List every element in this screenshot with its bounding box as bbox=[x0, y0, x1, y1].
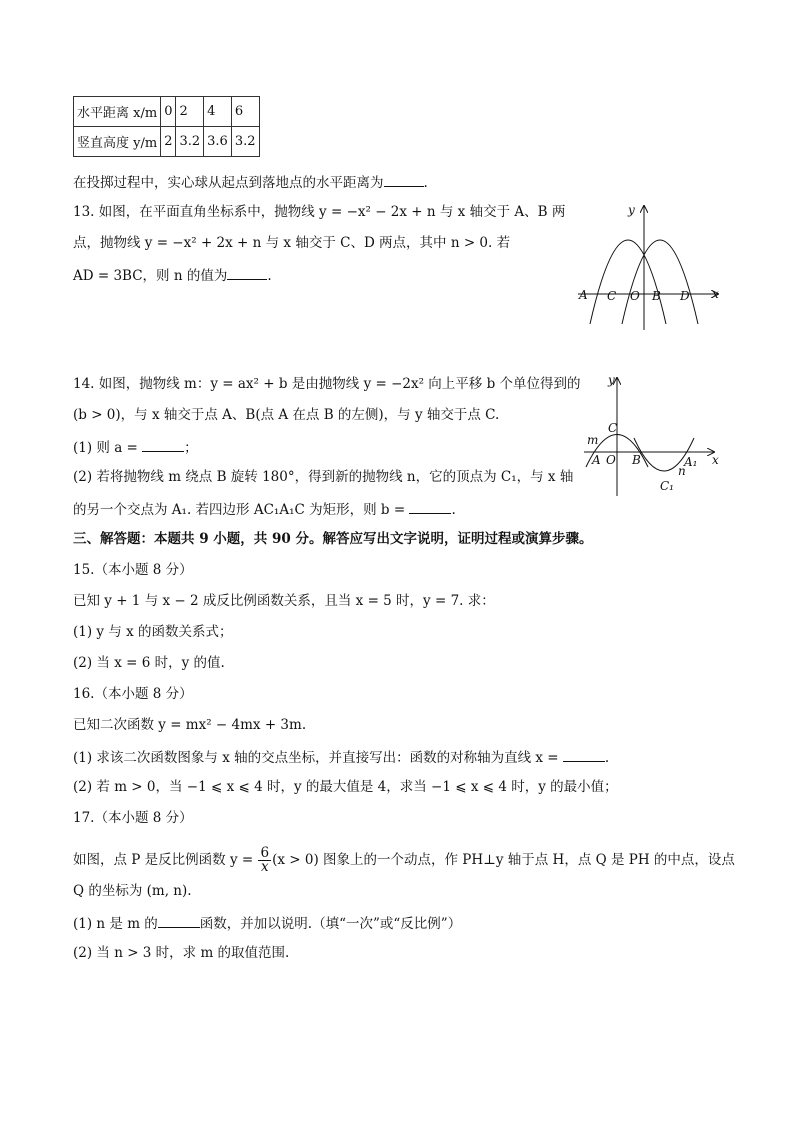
section-heading: 三、解答题：本题共 9 小题，共 90 分。解答应写出文字说明，证明过程或演算步骤。 bbox=[73, 531, 593, 547]
q13-line1: 13. 如图，在平面直角坐标系中，抛物线 y = −x² − 2x + n 与 x 轴交于 A、B 两 bbox=[73, 204, 566, 220]
table-cell: 0 bbox=[161, 97, 176, 127]
fraction: $\frac{6}{x}$ bbox=[260, 845, 270, 875]
parabola-cd bbox=[622, 240, 698, 324]
row-label: 水平距离 x/m bbox=[74, 97, 161, 127]
q12-tail: 在投掷过程中，实心球从起点到落地点的水平距离为 . bbox=[73, 172, 428, 192]
q17-head: 17.（本小题 8 分） bbox=[73, 810, 193, 826]
table-cell: 2 bbox=[161, 127, 176, 157]
label-y: y bbox=[608, 373, 615, 387]
q15-head: 15.（本小题 8 分） bbox=[73, 562, 193, 578]
label-a: A bbox=[592, 453, 601, 467]
table-cell: 2 bbox=[176, 97, 204, 127]
parabola-ab bbox=[590, 240, 666, 324]
table-cell: 3.2 bbox=[176, 127, 204, 157]
q14-part2: (2) 若将抛物线 m 绕点 B 旋转 180°，得到新的抛物线 n，它的顶点为 C₁，与 x 轴 bbox=[73, 469, 574, 485]
q17-part2: (2) 当 n > 3 时，求 m 的取值范围. bbox=[73, 945, 290, 961]
table-cell: 3.2 bbox=[231, 127, 259, 157]
q16-head: 16.（本小题 8 分） bbox=[73, 686, 193, 702]
q16-line1: 已知二次函数 y = mx² − 4mx + 3m. bbox=[73, 717, 307, 733]
answer-blank bbox=[409, 499, 451, 514]
label-o: O bbox=[630, 289, 640, 303]
data-table bbox=[73, 96, 260, 157]
label-a1: A₁ bbox=[684, 455, 698, 469]
label-n: n bbox=[678, 464, 686, 478]
answer-blank bbox=[563, 747, 605, 762]
answer-blank bbox=[142, 437, 184, 452]
q15-part1: (1) y 与 x 的函数关系式； bbox=[73, 624, 233, 640]
label-y: y bbox=[628, 203, 635, 217]
q17-part1: (1) n 是 m 的 函数，并加以说明.（填“一次”或“反比例”） bbox=[73, 913, 461, 933]
row-label: 竖直高度 y/m bbox=[74, 127, 161, 157]
q13-figure bbox=[578, 198, 728, 338]
q13-line2: 点，抛物线 y = −x² + 2x + n 与 x 轴交于 C、D 两点，其中 n > 0. 若 bbox=[73, 235, 511, 251]
q14-figure bbox=[584, 372, 724, 502]
label-m: m bbox=[587, 433, 599, 447]
q17-line1: 如图，点 P 是反比例函数 y = $\frac{6}{x}$ (x > 0) 图象上的一个动点，作 PH⊥y 轴于点 H，点 Q 是 PH 的中点，设点 bbox=[73, 845, 735, 875]
table-row bbox=[74, 127, 260, 157]
q13-line3: AD = 3BC，则 n 的值为 . bbox=[73, 265, 272, 285]
q14-part2-cont: 的另一个交点为 A₁. 若四边形 AC₁A₁C 为矩形，则 b = . bbox=[73, 499, 456, 519]
label-c1: C₁ bbox=[660, 479, 674, 493]
answer-blank bbox=[384, 172, 424, 187]
q16-part1: (1) 求该二次函数图象与 x 轴的交点坐标，并直接写出：函数的对称轴为直线 x = . bbox=[73, 747, 609, 767]
label-c: C bbox=[607, 289, 617, 303]
q15-part2: (2) 当 x = 6 时，y 的值. bbox=[73, 655, 225, 671]
answer-blank bbox=[227, 265, 267, 280]
q17-line2: Q 的坐标为 (m, n). bbox=[73, 883, 192, 899]
answer-blank bbox=[158, 913, 200, 928]
label-a: A bbox=[579, 288, 588, 302]
label-x: x bbox=[712, 453, 719, 467]
q14-part1: (1) 则 a = ； bbox=[73, 437, 198, 457]
label-b: B bbox=[632, 453, 641, 467]
q14-line1: 14. 如图，抛物线 m：y = ax² + b 是由抛物线 y = −2x² 向上平移 b 个单位得到的 bbox=[73, 376, 581, 392]
table-cell: 4 bbox=[204, 97, 232, 127]
label-d: D bbox=[680, 289, 690, 303]
label-x: x bbox=[712, 287, 719, 301]
q14-line2: (b > 0)，与 x 轴交于点 A、B(点 A 在点 B 的左侧)，与 y 轴交于点 C. bbox=[73, 407, 500, 423]
label-b: B bbox=[652, 289, 661, 303]
table-cell: 6 bbox=[231, 97, 259, 127]
q15-line1: 已知 y + 1 与 x − 2 成反比例函数关系，且当 x = 5 时，y = 7. 求： bbox=[73, 593, 495, 609]
label-o: O bbox=[606, 453, 616, 467]
table-cell: 3.6 bbox=[204, 127, 232, 157]
label-c: C bbox=[608, 421, 618, 435]
q16-part2: (2) 若 m > 0，当 −1 ⩽ x ⩽ 4 时，y 的最大值是 4，求当 −1 ⩽ x ⩽ 4 时，y 的最小值； bbox=[73, 779, 618, 795]
table-row bbox=[74, 97, 260, 127]
